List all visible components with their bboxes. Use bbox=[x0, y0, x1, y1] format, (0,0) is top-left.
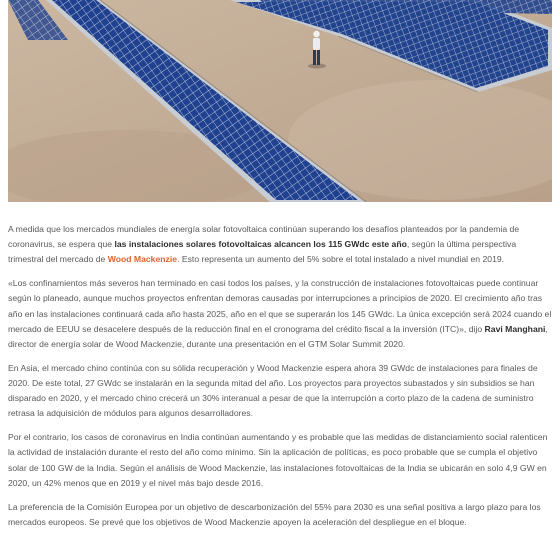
solar-panels-illustration bbox=[8, 0, 552, 202]
paragraph-2-quote: «Los confinamientos más severos han terminado en casi todos los países, y la construcción de instalaciones fotovoltaicas puede continuar según lo planeado, aunque muchos proyectos enfrentan demoras causadas por interrupciones a principios de 2020. El crecimiento año tras año en las instalaciones continuará cada año hasta 2025, año en el que se superarán los 145 GWdc. La única excepción será 2024 cuando el mercado de EEUU se desacelere después de la reducción final en el cronograma del crédito fiscal a la inversión (ITC)», dijo bbox=[8, 278, 552, 334]
paragraph-2-text-end: , director de energía solar de Wood Mackenzie, durante una presentación en el GTM Solar Summit 2020. bbox=[8, 323, 548, 350]
installations-highlight: las instalaciones solares fotovoltaicas alcancen los 115 GWdc este año bbox=[114, 239, 407, 250]
paragraph-1-text: A medida que los mercados mundiales de energía solar fotovoltaica continúan superando los desafíos planteados por la pandemia de coronavirus, se espera que bbox=[8, 224, 520, 250]
paragraph-3: En Asia, el mercado chino continúa con su sólida recuperación y Wood Mackenzie espera ahora 39 GWdc de instalaciones para finales de 2020. De este total, 27 GWdc se instalarán en la segunda mitad del año. Los proyectos para proyectos subastados y sin subsidios se han disparado en 2020, y el mercado chino crecerá un 30% interanual a pesar de que la interrupción a corto plazo de la cadena de suministro retrasa la adquisición de módulos para algunos desarrolladores. bbox=[8, 362, 538, 419]
speaker-name: Ravi Manghani bbox=[484, 323, 546, 334]
paragraph-1 bbox=[8, 222, 552, 268]
paragraph-4: Por el contrario, los casos de coronavirus en India continúan aumentando y es probable que las medidas de distanciamiento social ralenticen la actividad de instalación durante el resto del año como mínimo. Sin la aplicación de políticas, es poco probable que se cumpla el objetivo solar de 100 GW de la India. Según el análisis de Wood Mackenzie, las instalaciones fotovoltaicas de la India se ubicarán en solo 4,9 GW en 2020, un 42% menos que en 2019 y el nivel más bajo desde 2016. bbox=[8, 432, 548, 488]
wood-mackenzie-link[interactable]: Wood Mackenzie bbox=[107, 254, 178, 265]
paragraph-2 bbox=[8, 276, 552, 352]
article-body bbox=[8, 222, 552, 539]
paragraph-1-text-end: . Esto representa un aumento del 5% sobre el total instalado a nivel mundial en 2019. bbox=[177, 254, 505, 265]
paragraph-1-text-middle: , según la última perspectiva trimestral del mercado de bbox=[8, 239, 517, 265]
paragraph-5: La preferencia de la Comisión Europea por un objetivo de descarbonización del 55% para 2030 es una señal positiva a largo plazo para los mercados europeos. Se prevé que los objetivos de Wood Mackenzie apoyen la aceleración del despliegue en el bloque. bbox=[8, 501, 541, 527]
solar-farm-photo bbox=[8, 0, 552, 202]
